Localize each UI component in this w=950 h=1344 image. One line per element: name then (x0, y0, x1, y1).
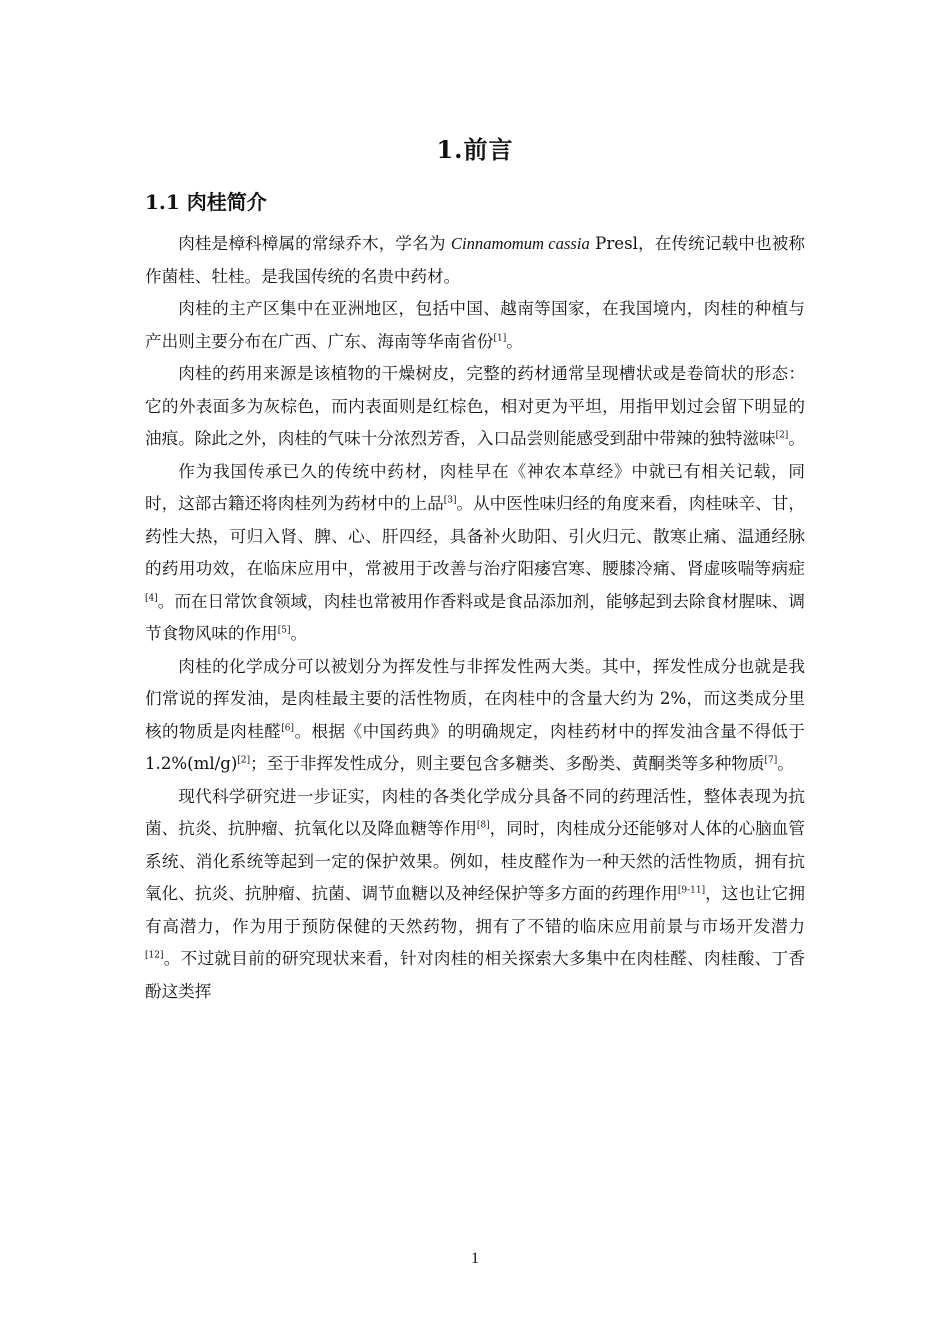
paragraph-text: 。而在日常饮食领域，肉桂也常被用作香料或是食品添加剂，能够起到去除食材腥味、调节食物风味的作用 (145, 591, 805, 643)
citation-ref: [6] (281, 722, 295, 733)
page-number: 1 (471, 1250, 479, 1267)
citation-ref: [3] (443, 495, 457, 506)
citation-ref: [4] (145, 592, 158, 603)
citation-ref: [7] (764, 755, 778, 766)
paragraph-text: 肉桂是樟科樟属的常绿乔木，学名为 (178, 234, 451, 253)
paragraph-text: 肉桂的化学成分可以被划分为挥发性与非挥发性两大类。其中，挥发性成分也就是我们常说的挥发油，是肉桂最主要的活性物质，在肉桂中的含量大约为 2%，而这类成分里核的物质是肉桂醛 (145, 656, 805, 741)
paragraph (145, 358, 805, 456)
paragraph-text: ，这也让它拥有高潜力，作为用于预防保健的天然药物，拥有了不错的临床应用前景与市场开发潜力 (145, 884, 806, 936)
citation-ref: [9-11] (677, 885, 706, 896)
paragraph-text: 。 (777, 754, 794, 773)
paragraph (145, 781, 805, 1009)
paragraph-text: 。从中医性味归经的角度来看，肉桂味辛、甘，药性大热，可归入肾、脾、心、肝四经，具备补火助阳、引火归元、散寒止痛、温通经脉的药用功效，在临床应用中，常被用于改善与治疗阳痿宫寒、腰膝冷痛、肾虚咳喘等病症 (145, 494, 806, 578)
paragraph-text: 作为我国传承已久的传统中药材，肉桂早在《神农本草经》中就已有相关记载，同时，这部古籍还将肉桂列为药材中的上品 (145, 461, 805, 513)
paragraph (145, 651, 805, 781)
paragraph-text: 。 (506, 331, 523, 351)
paragraph-text: 肉桂的药用来源是该植物的干燥树皮，完整的药材通常呈现槽状或是卷筒状的形态：它的外表面多为灰棕色，而内表面则是红棕色，相对更为平坦，用指甲划过会留下明显的油痕。除此之外，肉桂的气味十分浓烈芳香，入口品尝则能感受到甜中带辣的独特滋味 (145, 364, 805, 448)
paragraph-text: 。不过就目前的研究现状来看，针对肉桂的相关探索大多集中在肉桂醛、肉桂酸、丁香酚这类挥 (145, 949, 805, 1001)
paragraph (145, 293, 805, 358)
paragraph-text: ；至于非挥发性成分，则主要包含多糖类、多酚类、黄酮类等多种物质 (250, 754, 765, 773)
paragraph (145, 228, 805, 293)
section-title: 1.1 肉桂简介 (145, 190, 267, 214)
body-text (145, 228, 805, 1008)
citation-ref: [2] (237, 755, 251, 766)
paragraph-text: ，同时，肉桂成分还能够对人体的心脑血管系统、消化系统等起到一定的保护效果。例如，桂皮醛作为一种天然的活性物质，拥有抗氧化、抗炎、抗肿瘤、抗菌、调节血糖以及神经保护等多方面的药理作用 (145, 819, 805, 903)
citation-ref: [5] (277, 625, 291, 636)
citation-ref: [1] (493, 332, 507, 343)
paragraph-text: 。 (788, 429, 805, 448)
paragraph-text: Presl，在传统记载中也被称作菌桂、牡桂。是我国传统的名贵中药材。 (145, 234, 806, 286)
paragraph-text: 肉桂的主产区集中在亚洲地区，包括中国、越南等国家，在我国境内，肉桂的种植与产出则主要分布在广西、广东、海南等华南省份 (145, 299, 805, 351)
chapter-title: 1.前言 (436, 135, 514, 164)
paragraph-text: 。 (290, 624, 308, 643)
citation-ref: [2] (775, 430, 789, 441)
scientific-name: Cinnamomum cassia (450, 234, 590, 253)
citation-ref: [12] (145, 950, 164, 961)
citation-ref: [8] (476, 820, 490, 831)
paragraph-text: 现代科学研究进一步证实，肉桂的各类化学成分具备不同的药理活性，整体表现为抗菌、抗炎、抗肿瘤、抗氧化以及降血糖等作用 (145, 786, 805, 838)
paragraph (145, 456, 805, 651)
paragraph-text: 。根据《中国药典》的明确规定，肉桂药材中的挥发油含量不得低于 1.2%(ml/g) (145, 721, 806, 773)
